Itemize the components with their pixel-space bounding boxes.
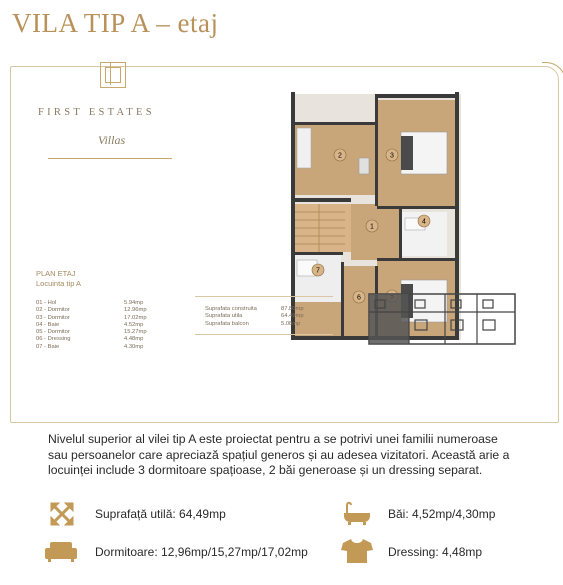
- page-title: VILA TIP A – etaj: [12, 8, 219, 38]
- list-item: 07 - Baie 4.30mp: [36, 343, 144, 350]
- area-stats: [195, 296, 333, 335]
- feature-area: Suprafață utilă: 64,49mp: [95, 507, 226, 521]
- site-plan-thumbnail: [365, 292, 517, 352]
- list-item: 04 - Baie 4.52mp: [36, 321, 144, 328]
- plan-subtitle: Locuinta tip A: [36, 279, 82, 288]
- list-item: 05 - Dormitor 15.27mp: [36, 329, 147, 336]
- decorative-corner: [542, 62, 563, 86]
- feature-bedrooms: Dormitoare: 12,96mp/15,27mp/17,02mp: [95, 545, 308, 559]
- list-item: Suprafata balcon 5.08mp: [205, 320, 301, 327]
- list-item: 01 - Hol 5.94mp: [36, 300, 144, 306]
- plan-title-block: [36, 269, 81, 289]
- room-number: 2: [338, 152, 342, 160]
- brand-subtitle: Villas: [98, 133, 126, 147]
- sofa-icon: [45, 540, 77, 562]
- tshirt-icon: [341, 538, 373, 564]
- bathtub-icon: [342, 500, 372, 526]
- list-item: 06 - Dressing 4.48mp: [36, 336, 144, 343]
- room-number: 3: [390, 152, 394, 160]
- room-number: 1: [370, 223, 374, 231]
- list-item: Suprafata utila 64.49mp: [205, 313, 304, 320]
- room-number: 6: [357, 294, 361, 302]
- room-list: [36, 300, 186, 351]
- brand-name: FIRST ESTATES: [38, 107, 155, 118]
- description: Nivelul superior al vilei tip A este proiectat pentru a se potrivi unei familii numeroase sau persoanelor care apreciază spațiul generos și au adesea vizitatori. Această arie a locuinței include 3 dormitoare spațioase, 2 băi generoase și un dressing separat.: [48, 432, 510, 477]
- list-item: 03 - Dormitor 17.02mp: [36, 314, 147, 321]
- brand-logo-icon: [100, 62, 126, 88]
- room-number: 4: [422, 218, 426, 226]
- list-item: 02 - Dormitor 12.96mp: [36, 307, 147, 314]
- feature-dressing: Dressing: 4,48mp: [388, 545, 483, 559]
- expand-area-icon: [49, 501, 75, 527]
- feature-baths: Băi: 4,52mp/4,30mp: [388, 507, 496, 521]
- list-item: Suprafata construita 87.80mp: [205, 306, 304, 312]
- room-number: 7: [316, 267, 320, 275]
- plan-title: PLAN ETAJ: [36, 269, 76, 278]
- brand-divider: [48, 158, 172, 159]
